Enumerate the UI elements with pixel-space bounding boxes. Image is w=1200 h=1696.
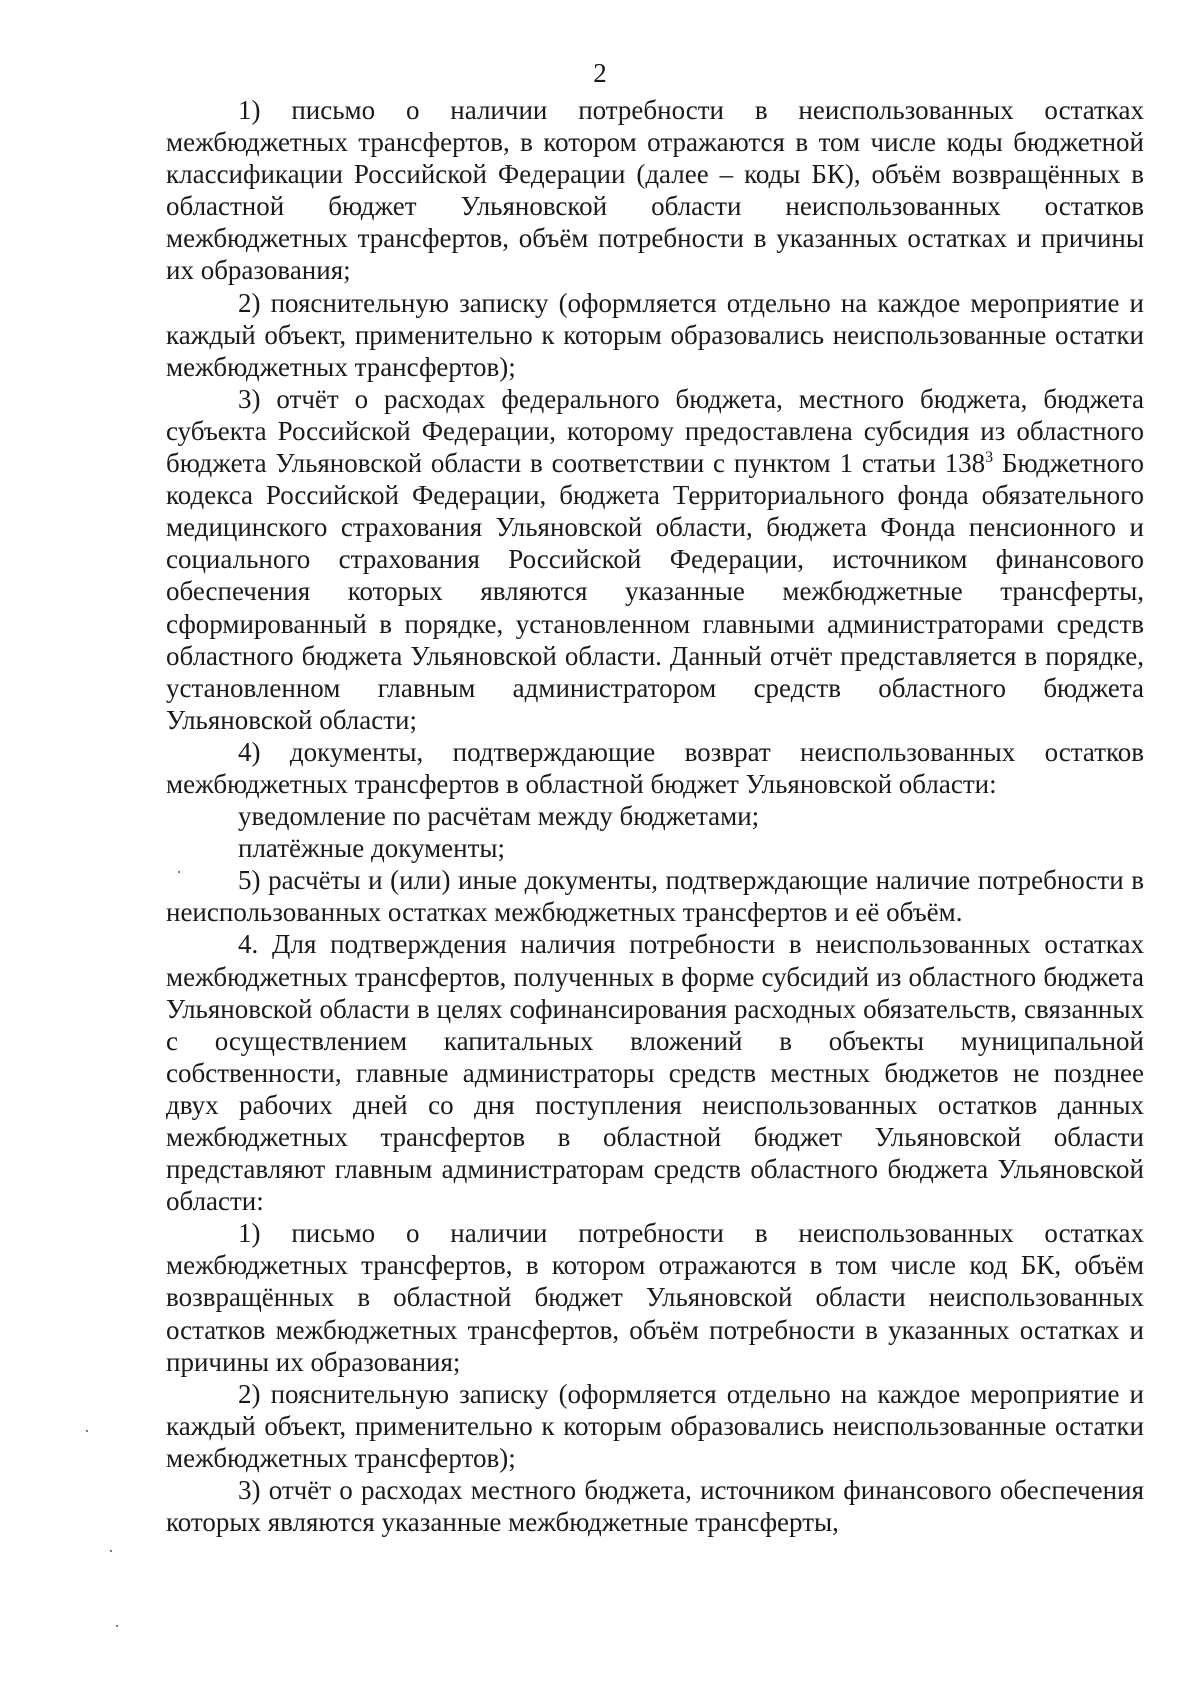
paragraph-payment-docs: платёжные документы; — [238, 833, 506, 864]
page-number: 2 — [593, 58, 607, 88]
paragraph-section-4-item-3: 3) отчёт о расходах местного бюджета, источником финансового обеспечения которых являются указанные межбюджетные трансферты, — [166, 1475, 1144, 1538]
paragraph-letter-item-3 — [166, 383, 1144, 736]
paragraph-notification: уведомление по расчётам между бюджетами; — [238, 801, 760, 832]
paragraph-3-text-before-sup: 3) отчёт о расходах федерального бюджета, местного бюджета, бюджета субъекта Российской Федерации, которому предоставлена субсидия из областного бюджета Ульяновской области в соответствии с пунктом 1 статьи 138 — [166, 383, 1144, 479]
document-body — [166, 94, 1144, 1538]
scan-speck — [110, 1550, 112, 1552]
paragraph-3-text-after-sup: Бюджетного кодекса Российской Федерации, бюджета Территориального фонда обязательного медицинского страхования Ульяновской области, бюджета Фонда пенсионного и социального страхования Российской Федерации, источником финансового обеспечения которых являются указанные межбюджетные трансферты, сформированный в порядке, установленном главными администраторами средств областного бюджета Ульяновской области. Данный отчёт представляется в порядке, установленном главным администратором средств областного бюджета Ульяновской области; — [166, 448, 1144, 735]
paragraph-section-4-item-2: 2) пояснительную записку (оформляется отдельно на каждое мероприятие и каждый объект, применительно к которым образовались неиспользованные остатки межбюджетных трансфертов); — [166, 1378, 1144, 1473]
paragraph-letter-item-1: 1) письмо о наличии потребности в неиспользованных остатках межбюджетных трансфертов, в котором отражаются в том числе коды бюджетной классификации Российской Федерации (далее – коды БК), объём возвращённых в областной бюджет Ульяновской области неиспользованных остатков межбюджетных трансфертов, объём потребности в указанных остатках и причины их образования; — [166, 95, 1144, 286]
article-superscript: 3 — [985, 449, 994, 467]
paragraph-section-4-item-1: 1) письмо о наличии потребности в неиспользованных остатках межбюджетных трансфертов, в котором отражаются в том числе код БК, объём возвращённых в областной бюджет Ульяновской области неиспользованных остатков межбюджетных трансфертов, объём потребности в указанных остатках и причины их образования; — [166, 1218, 1144, 1377]
paragraph-letter-item-2: 2) пояснительную записку (оформляется отдельно на каждое мероприятие и каждый объект, применительно к которым образовались неиспользованные остатки межбюджетных трансфертов); — [166, 287, 1144, 382]
scan-speck — [178, 871, 180, 873]
scan-speck — [116, 1625, 118, 1627]
scan-speck — [86, 1430, 88, 1432]
paragraph-letter-item-4: 4) документы, подтверждающие возврат неиспользованных остатков межбюджетных трансфертов в областной бюджет Ульяновской области: — [166, 736, 1144, 799]
paragraph-section-4: 4. Для подтверждения наличия потребности в неиспользованных остатках межбюджетных трансфертов, полученных в форме субсидий из областного бюджета Ульяновской области в целях софинансирования расходных обязательств, связанных с осуществлением капитальных вложений в объекты муниципальной собственности, главные администраторы средств местных бюджетов не позднее двух рабочих дней со дня поступления неиспользованных остатков данных межбюджетных трансфертов в областной бюджет Ульяновской области представляют главным администраторам средств областного бюджета Ульяновской области: — [166, 929, 1144, 1217]
paragraph-letter-item-5: 5) расчёты и (или) иные документы, подтверждающие наличие потребности в неиспользованных остатках межбюджетных трансфертов и её объём. — [166, 865, 1144, 928]
